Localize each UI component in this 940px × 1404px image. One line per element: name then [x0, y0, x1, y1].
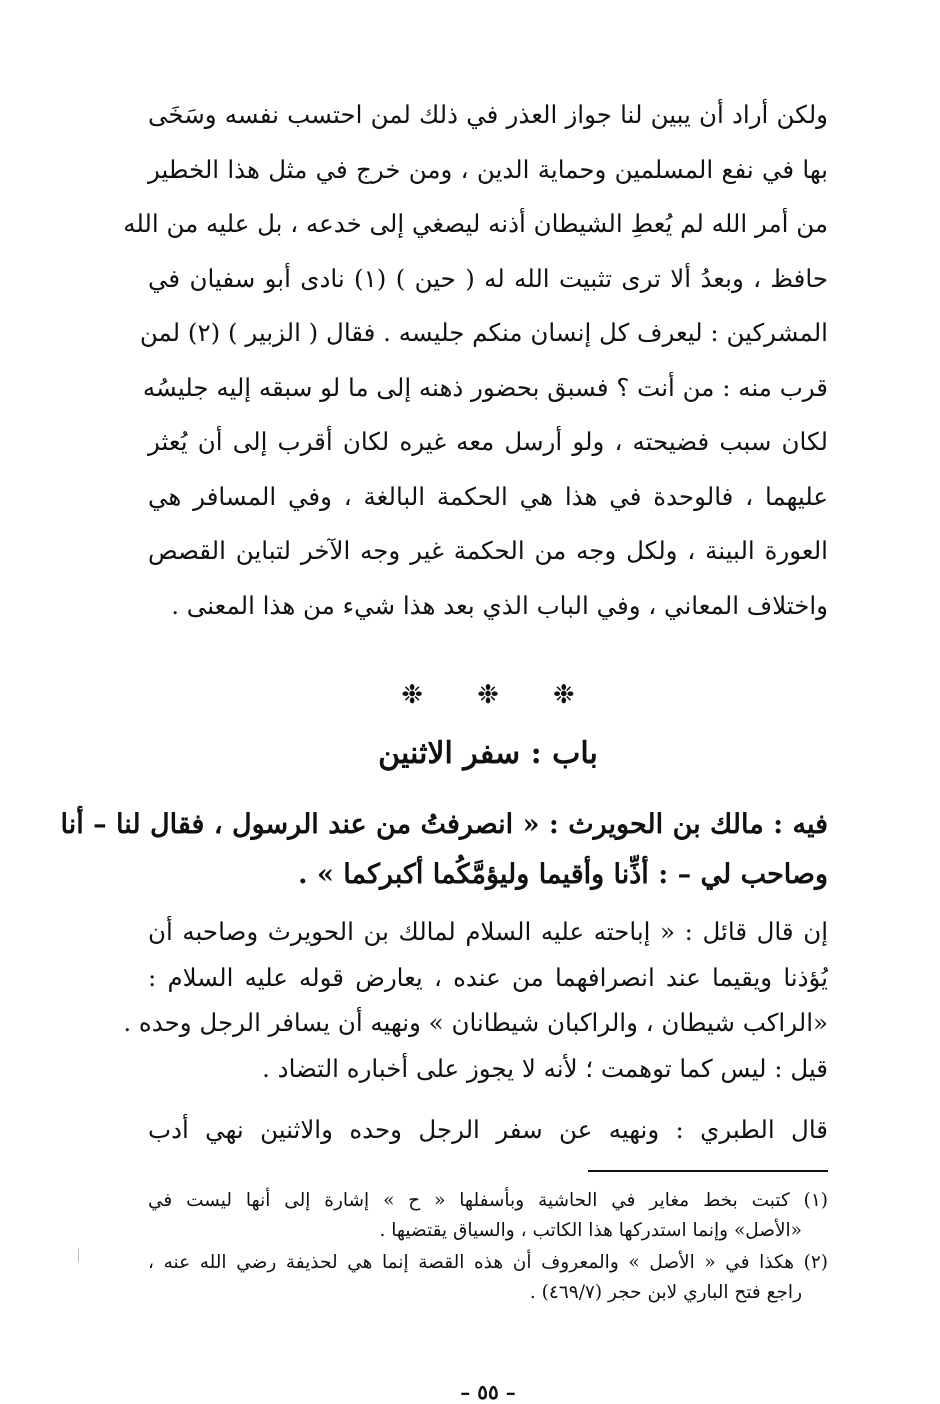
text-line: يُؤذنا ويقيما عند انصرافهما من عنده ، يعارض قوله عليه السلام :	[148, 962, 828, 992]
scan-edge-mark	[78, 1248, 79, 1262]
text-line: إن قال قائل : « إباحته عليه السلام لمالك بن الحويرث وصاحبه أن	[148, 917, 828, 946]
asterism-icon: ❉	[401, 680, 424, 710]
footnote-line: «الأصل» وإنما استدركها هذا الكاتب ، والسياق يقتضيها .	[379, 1220, 802, 1241]
body-paragraph	[123, 909, 828, 1091]
asterism-icon: ❉	[477, 680, 499, 710]
text-line: عليهما ، فالوحدة في هذا هي الحكمة البالغة ، وفي المسافر هي	[148, 481, 828, 511]
text-line: «الراكب شيطان ، والراكبان شيطانان » ونهيه أن يسافر الرجل وحده .	[123, 1008, 828, 1037]
chapter-title: باب : سفر الاثنين	[378, 736, 598, 771]
footnote-divider	[588, 1170, 828, 1172]
page-number: – ٥٥ –	[460, 1380, 516, 1404]
asterism-icon: ❉	[552, 680, 575, 710]
footnote-line: (٢) هكذا في « الأصل » والمعروف أن هذه القصة إنما هي لحذيفة رضي الله عنه ،	[148, 1252, 828, 1273]
text-line: وصاحب لي – : أذِّنا وأقيما وليؤمَّكُما أكبركما » .	[298, 859, 828, 890]
text-line: من أمر الله لم يُعطِ الشيطان أذنه ليصغي إلى خدعه ، بل عليه من الله	[123, 209, 828, 238]
text-line: فيه : مالك بن الحويرث : « انصرفتُ من عند الرسول ، فقال لنا – أنا	[60, 809, 828, 840]
text-line: بها في نفع المسلمين وحماية الدين ، ومن خرج في مثل هذا الخطير	[148, 154, 828, 184]
footnote-line: (١) كتبت بخط مغاير في الحاشية وبأسفلها « ح » إشارة إلى أنها ليست في	[148, 1190, 828, 1211]
footnote	[148, 1186, 828, 1246]
text-line: حافظ ، وبعدُ ألا ترى تثبيت الله له ( حين ) (١) نادى أبو سفيان في	[148, 263, 828, 293]
text-line: واختلاف المعاني ، وفي الباب الذي بعد هذا شيء من هذا المعنى .	[171, 590, 828, 620]
hadith-text	[60, 800, 828, 900]
text-line: قيل : ليس كما توهمت ؛ لأنه لا يجوز على أخباره التضاد .	[262, 1053, 828, 1083]
text-line: المشركين : ليعرف كل إنسان منكم جليسه . فقال ( الزبير ) (٢) لمن	[139, 318, 828, 347]
text-line: العورة البينة ، ولكل وجه من الحكمة غير وجه الآخر لتباين القصص	[148, 536, 828, 565]
book-page	[60, 88, 828, 1404]
section-separator	[148, 680, 828, 710]
text-line: قرب منه : من أنت ؟ فسبق بحضور ذهنه إلى ما لو سبقه إليه جليسُه	[142, 372, 828, 402]
intro-paragraph	[123, 88, 828, 633]
body-paragraph	[148, 1107, 828, 1153]
text-line: لكان سبب فضيحته ، ولو أرسل معه غيره لكان أقرب إلى أن يُعثر	[148, 427, 828, 456]
footnote	[148, 1248, 828, 1308]
footnote-line: راجع فتح الباري لابن حجر (٤٦٩/٧) .	[529, 1282, 802, 1303]
text-line: ولكن أراد أن يبين لنا جواز العذر في ذلك لمن احتسب نفسه وسَخَى	[148, 100, 828, 129]
footnotes	[148, 1186, 828, 1310]
text-line: قال الطبري : ونهيه عن سفر الرجل وحده والاثنين نهي أدب	[148, 1115, 828, 1144]
